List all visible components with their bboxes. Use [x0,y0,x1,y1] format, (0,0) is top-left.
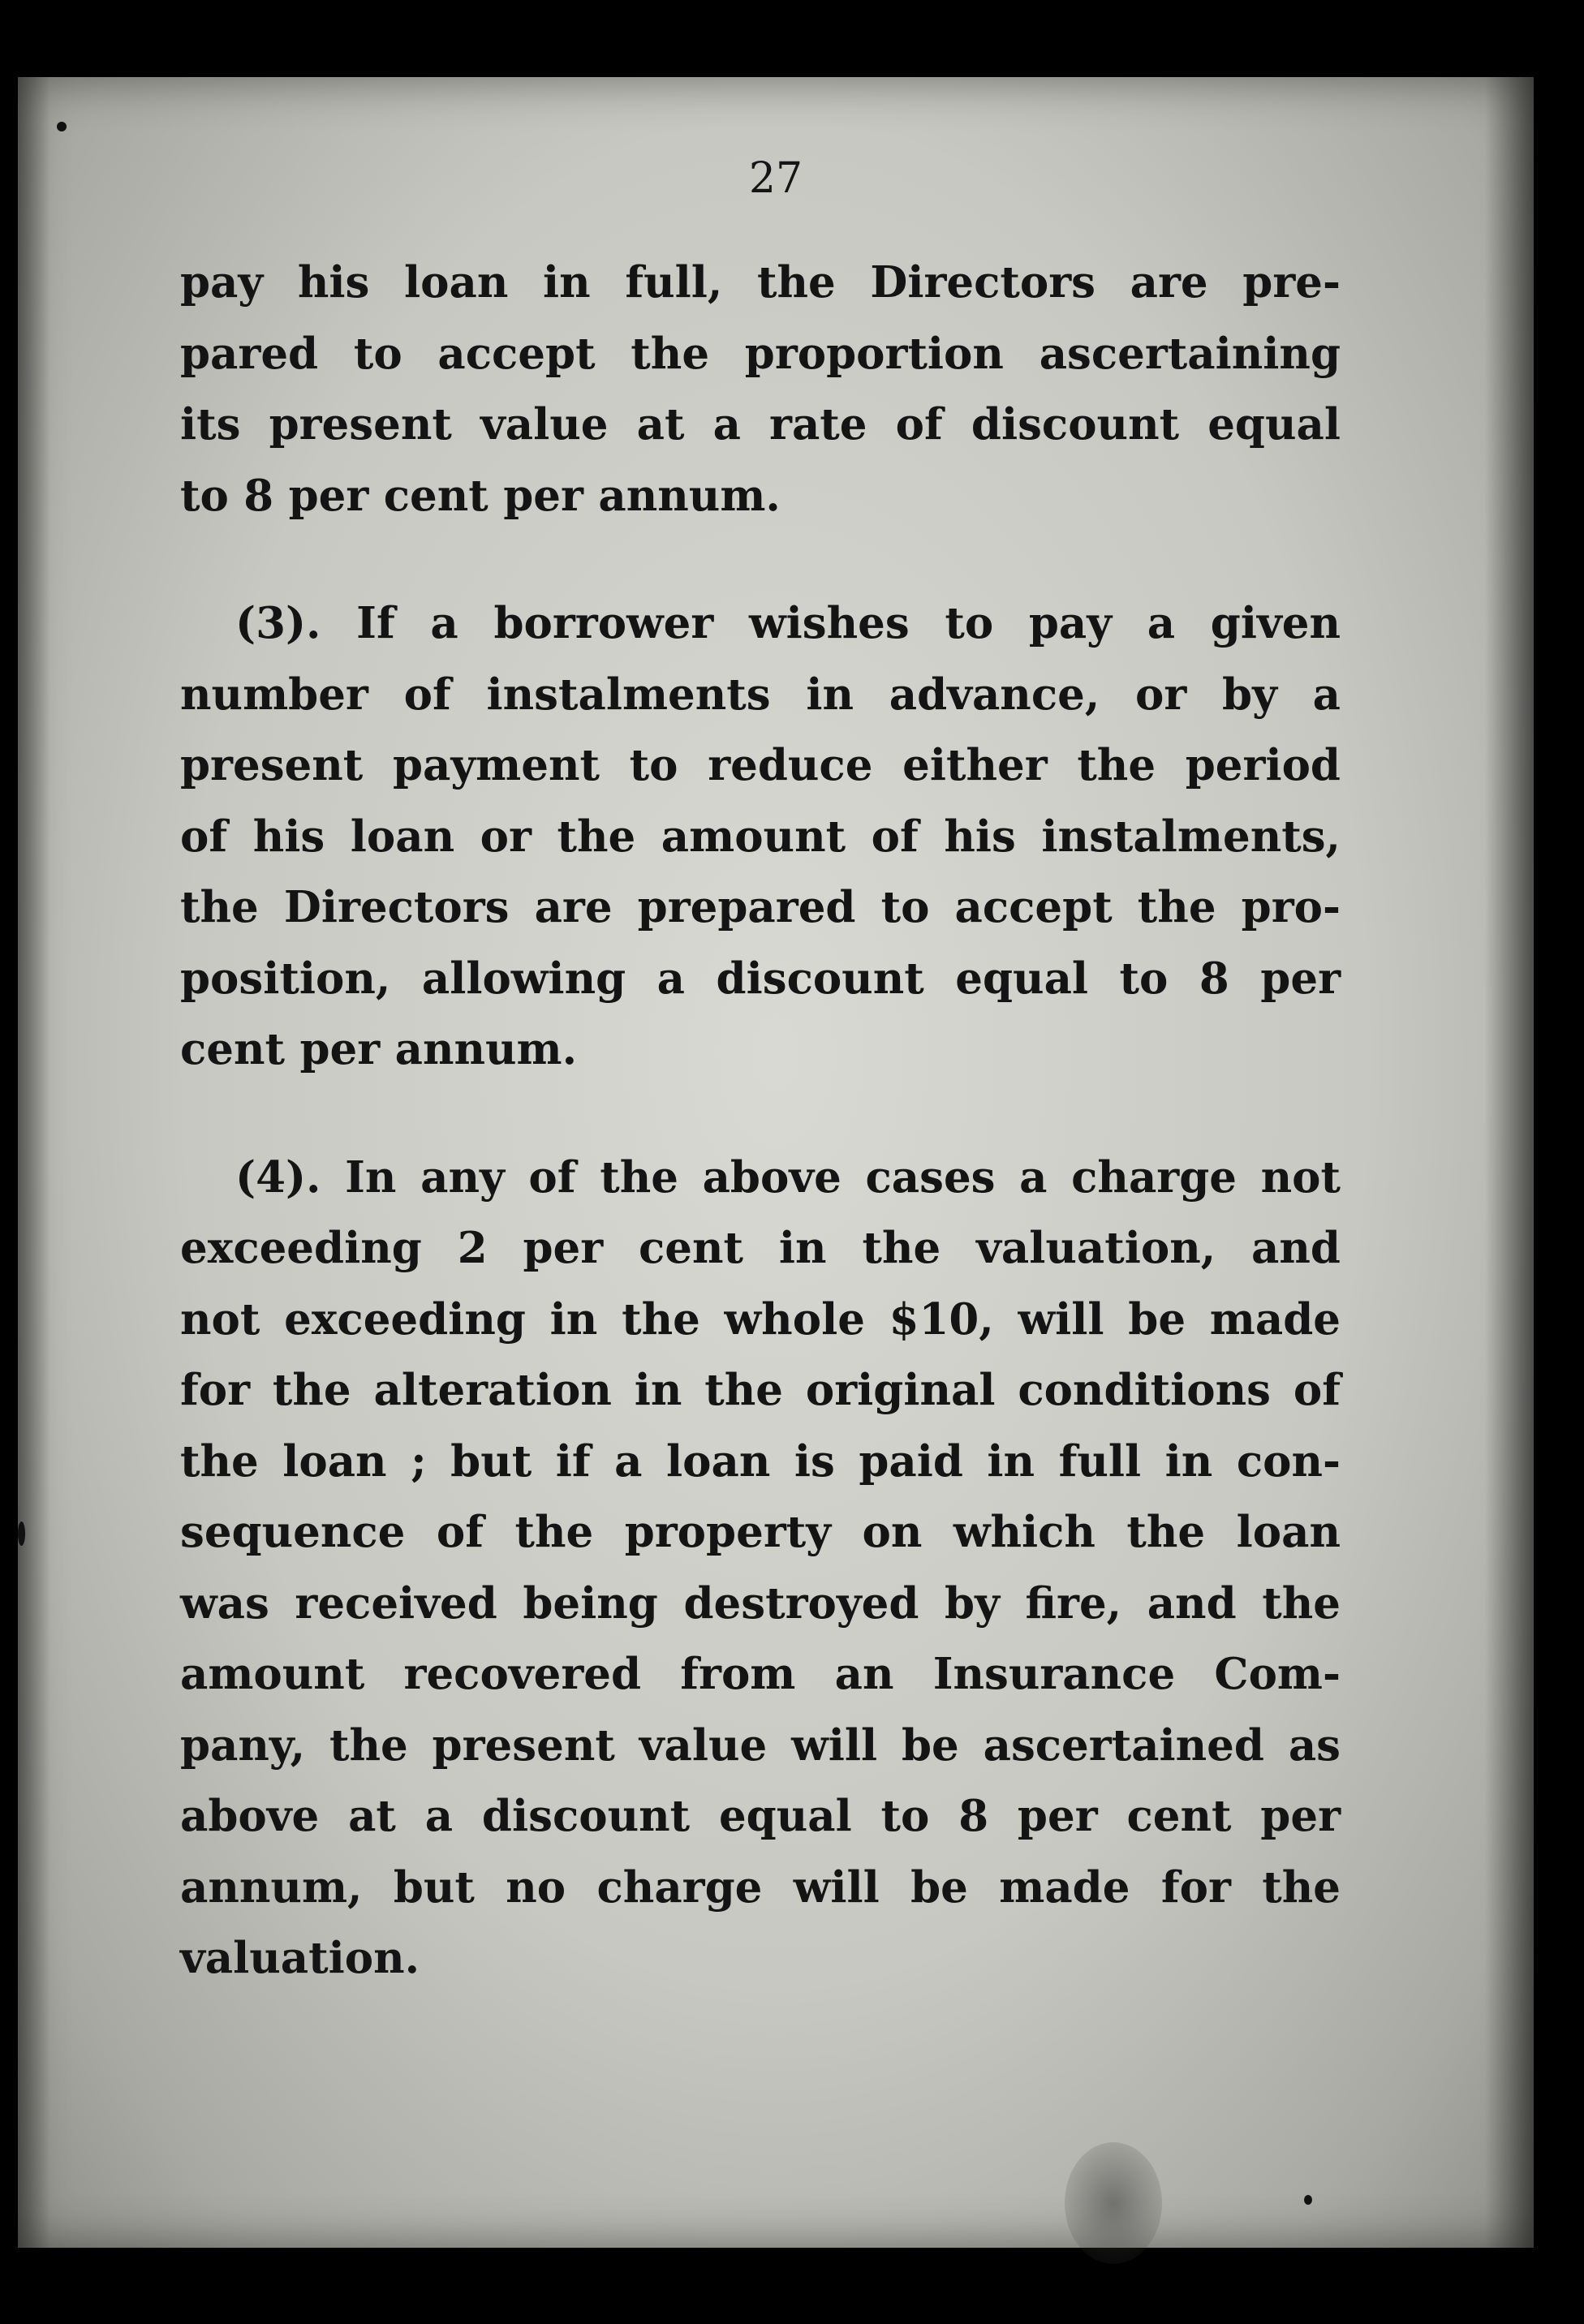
text-line: annum, but no charge will be made for the [180,1861,1341,1913]
text-line: for the alteration in the original conditions of [180,1365,1341,1415]
text-line: the loan ; but if a loan is paid in full in con- [180,1435,1341,1487]
text-line: position, allowing a discount equal to 8 per [180,953,1341,1004]
text-line: present payment to reduce either the period [180,740,1341,790]
text-body [180,247,1341,1995]
text-line: the Directors are prepared to accept the pro- [180,882,1341,932]
text-line: its present value at a rate of discount equal [180,399,1341,450]
text-line: cent per annum. [180,1024,578,1074]
text-line: number of instalments in advance, or by a [180,669,1341,720]
paragraph-gap [180,1086,1341,1143]
text-line: pany, the present value will be ascertained as [180,1719,1341,1771]
text-line: was received being destroyed by fire, and the [180,1577,1341,1629]
page-number: 27 [748,154,803,203]
text-line: not exceeding in the whole $10, will be made [180,1293,1341,1345]
book-page [18,77,1534,2248]
text-line: pared to accept the proportion ascertaining [180,328,1341,379]
text-line: sequence of the property on which the loan [180,1507,1341,1557]
text-line: to 8 per cent per annum. [180,470,781,521]
page-edge-shadow-left [18,77,50,2248]
text-line: amount recovered from an Insurance Com- [180,1649,1341,1699]
text-line: above at a discount equal to 8 per cent per [180,1791,1341,1841]
paragraph-3 [180,588,1341,1086]
paragraph-4 [180,1143,1341,1995]
text-line: pay his loan in full, the Directors are pre- [180,257,1341,308]
paragraph-gap [180,532,1341,588]
speck [57,122,67,131]
text-line: (3). If a borrower wishes to pay a given [235,598,1341,648]
text-line: of his loan or the amount of his instalments, [180,811,1341,862]
paragraph-continuation [180,247,1341,532]
text-line: (4). In any of the above cases a charge not [235,1151,1341,1203]
speck [1304,2195,1312,2205]
text-line: exceeding 2 per cent in the valuation, and [180,1223,1341,1273]
text-line: valuation. [180,1933,420,1983]
ink-smudge [1065,2142,1162,2264]
page-edge-shadow-right [1485,77,1534,2248]
speck [18,1521,25,1546]
